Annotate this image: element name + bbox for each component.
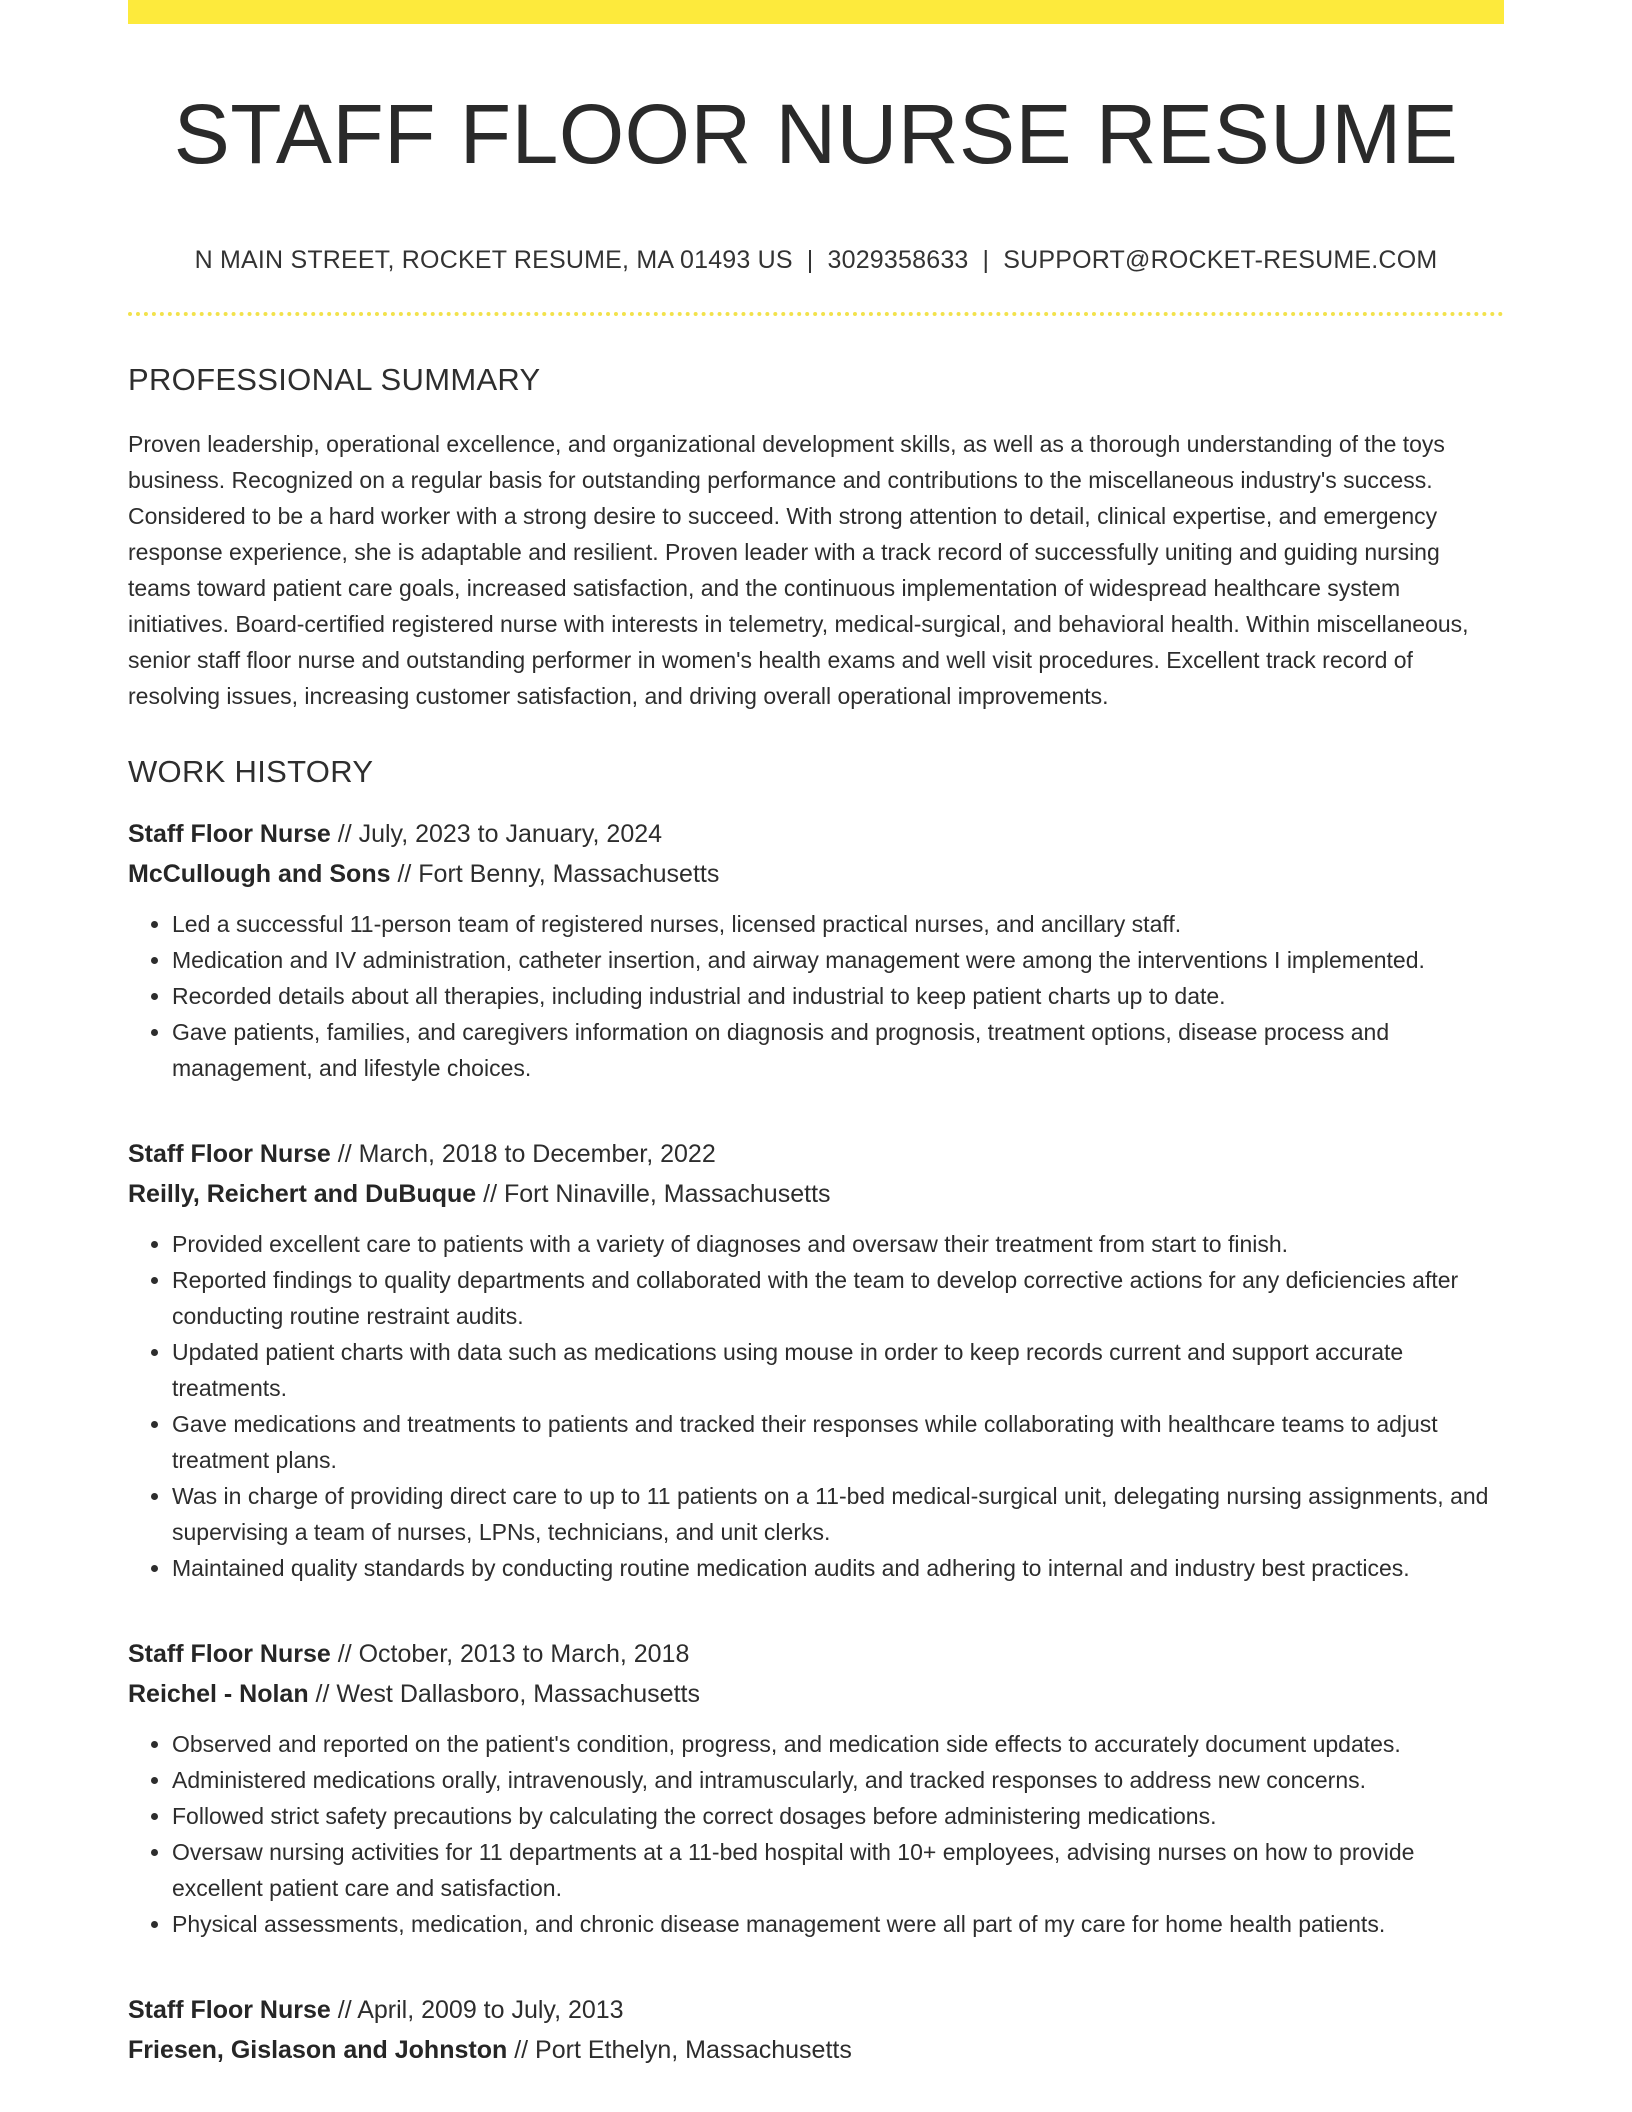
top-accent-bar xyxy=(128,0,1504,24)
job-bullets xyxy=(128,1226,1504,1586)
job-dates: // July, 2023 to January, 2024 xyxy=(337,820,663,848)
resume-page xyxy=(128,0,1504,2070)
job-bullet: • Recorded details about all therapies, including industrial and industrial to keep patient charts up to date. xyxy=(172,978,1504,1014)
job-dates: // April, 2009 to July, 2013 xyxy=(337,1996,624,2024)
contact-email: SUPPORT@ROCKET-RESUME.COM xyxy=(1003,246,1438,274)
dotted-divider xyxy=(128,312,1504,316)
job-bullet: • Followed strict safety precautions by calculating the correct dosages before administering medications. xyxy=(172,1798,1504,1834)
job-title: Staff Floor Nurse xyxy=(128,820,331,848)
contact-separator: | xyxy=(982,246,990,274)
job-bullet: • Oversaw nursing activities for 11 departments at a 11-bed hospital with 10+ employees, advising nurses on how to provide excellent patient care and satisfaction. xyxy=(172,1834,1504,1906)
job-title-line xyxy=(128,1134,1504,1174)
contact-phone: 3029358633 xyxy=(827,246,969,274)
job-bullets xyxy=(128,906,1504,1086)
contact-separator: | xyxy=(806,246,814,274)
work-history-heading: WORK HISTORY xyxy=(128,754,374,789)
job-bullet: • Administered medications orally, intravenously, and intramuscularly, and tracked responses to address new concerns. xyxy=(172,1762,1504,1798)
job-title: Staff Floor Nurse xyxy=(128,1140,331,1168)
job-bullet: • Was in charge of providing direct care to up to 11 patients on a 11-bed medical-surgical unit, delegating nursing assignments, and supervising a team of nurses, LPNs, technicians, and unit clerks. xyxy=(172,1478,1504,1550)
job-bullet: • Provided excellent care to patients with a variety of diagnoses and oversaw their treatment from start to finish. xyxy=(172,1226,1504,1262)
job-entry xyxy=(128,1990,1504,2070)
job-bullet: • Gave medications and treatments to patients and tracked their responses while collaborating with healthcare teams to adjust treatment plans. xyxy=(172,1406,1504,1478)
job-bullets xyxy=(128,1726,1504,1942)
job-location: // Fort Benny, Massachusetts xyxy=(397,860,720,888)
job-entry xyxy=(128,814,1504,1086)
job-bullet: • Observed and reported on the patient's condition, progress, and medication side effects to accurately document updates. xyxy=(172,1726,1504,1762)
job-company-line xyxy=(128,1674,1504,1714)
summary-heading: PROFESSIONAL SUMMARY xyxy=(128,362,541,397)
job-dates: // March, 2018 to December, 2022 xyxy=(337,1140,716,1168)
contact-address: N MAIN STREET, ROCKET RESUME, MA 01493 US xyxy=(194,246,793,274)
job-entry xyxy=(128,1134,1504,1586)
job-bullet: • Gave patients, families, and caregivers information on diagnosis and prognosis, treatment options, disease process and management, and lifestyle choices. xyxy=(172,1014,1504,1086)
job-company-line xyxy=(128,2030,1504,2070)
job-title-line xyxy=(128,1634,1504,1674)
job-entry xyxy=(128,1634,1504,1942)
job-location: // Port Ethelyn, Massachusetts xyxy=(514,2036,852,2064)
job-company: Friesen, Gislason and Johnston xyxy=(128,2036,508,2064)
job-title-line xyxy=(128,1990,1504,2030)
job-company: Reichel - Nolan xyxy=(128,1680,309,1708)
job-bullet: • Maintained quality standards by conducting routine medication audits and adhering to internal and industry best practices. xyxy=(172,1550,1504,1586)
job-dates: // October, 2013 to March, 2018 xyxy=(337,1640,690,1668)
job-company-line xyxy=(128,854,1504,894)
job-title-line xyxy=(128,814,1504,854)
summary-text: Proven leadership, operational excellence, and organizational development skills, as well as a thorough understanding of the toys business. Recognized on a regular basis for outstanding performance and contributions to the miscellaneous industry's success. Considered to be a hard worker with a strong desire to succeed. With strong attention to detail, clinical expertise, and emergency response experience, she is adaptable and resilient. Proven leader with a track record of successfully uniting and guiding nursing teams toward patient care goals, increased satisfaction, and the continuous implementation of widespread healthcare system initiatives. Board-certified registered nurse with interests in telemetry, medical-surgical, and behavioral health. Within miscellaneous, senior staff floor nurse and outstanding performer in women's health exams and well visit procedures. Excellent track record of resolving issues, increasing customer satisfaction, and driving overall operational improvements. xyxy=(128,431,1469,709)
contact-line xyxy=(128,244,1504,276)
job-bullet: • Updated patient charts with data such as medications using mouse in order to keep records current and support accurate treatments. xyxy=(172,1334,1504,1406)
job-company: Reilly, Reichert and DuBuque xyxy=(128,1180,477,1208)
job-company: McCullough and Sons xyxy=(128,860,391,888)
job-title: Staff Floor Nurse xyxy=(128,1640,331,1668)
job-bullet: • Physical assessments, medication, and chronic disease management were all part of my care for home health patients. xyxy=(172,1906,1504,1942)
job-title: Staff Floor Nurse xyxy=(128,1996,331,2024)
job-location: // West Dallasboro, Massachusetts xyxy=(315,1680,700,1708)
job-company-line xyxy=(128,1174,1504,1214)
resume-title: STAFF FLOOR NURSE RESUME xyxy=(173,87,1459,181)
job-bullet: • Medication and IV administration, catheter insertion, and airway management were among the interventions I implemented. xyxy=(172,942,1504,978)
job-location: // Fort Ninaville, Massachusetts xyxy=(483,1180,831,1208)
job-bullet: • Led a successful 11-person team of registered nurses, licensed practical nurses, and ancillary staff. xyxy=(172,906,1504,942)
job-bullet: • Reported findings to quality departments and collaborated with the team to develop corrective actions for any deficiencies after conducting routine restraint audits. xyxy=(172,1262,1504,1334)
